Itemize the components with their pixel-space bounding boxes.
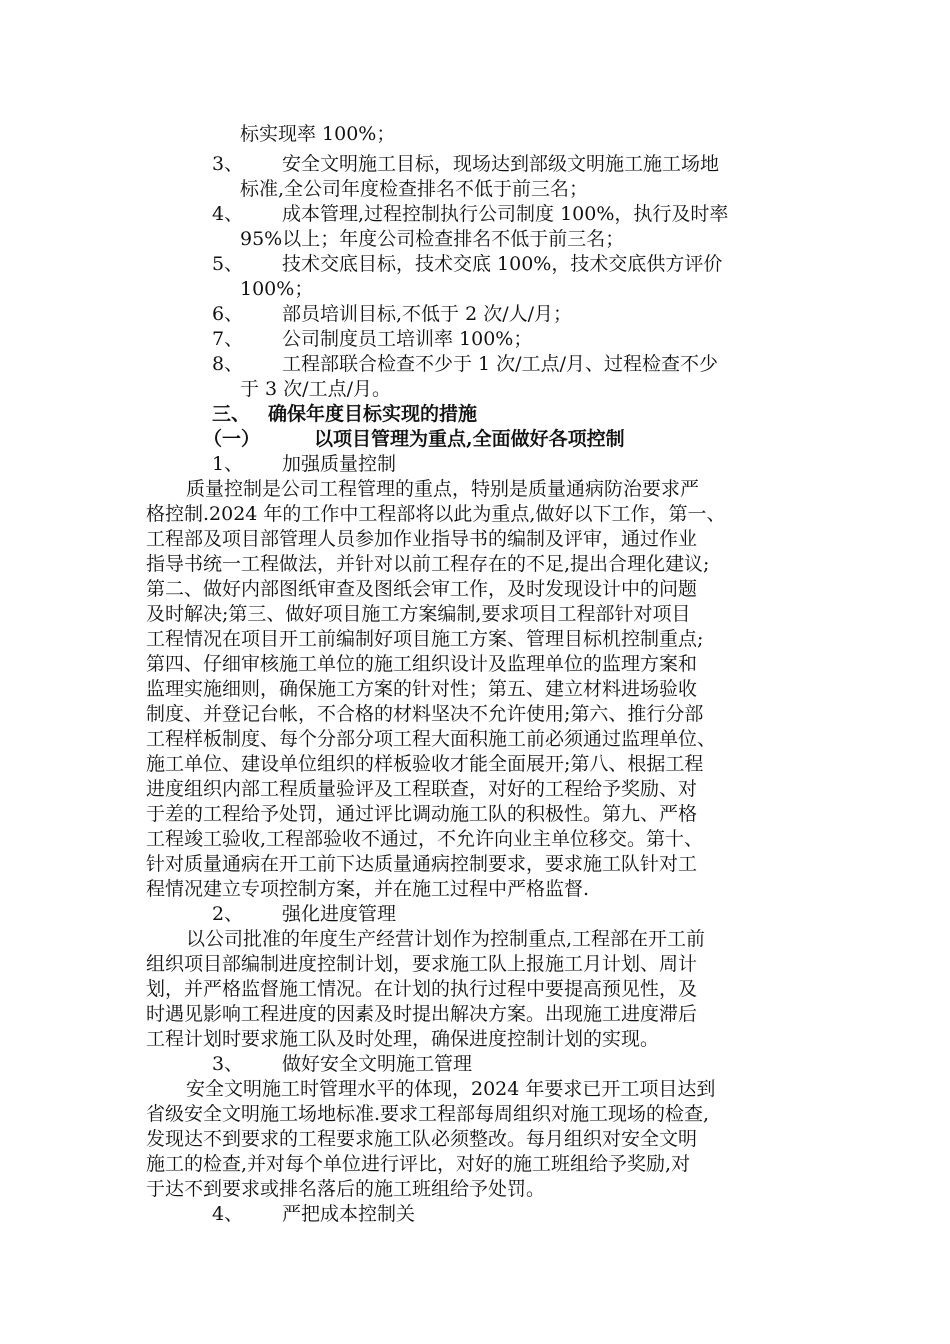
paragraph-line: 发现达不到要求的工程要求施工队必须整改。每月组织对安全文明 <box>146 1128 698 1150</box>
paragraph-line: 程情况建立专项控制方案，并在施工过程中严格监督. <box>146 878 590 900</box>
paragraph-line: 工程竣工验收,工程部验收不通过，不允许向业主单位移交。第十、 <box>146 828 704 850</box>
list-item-text: 技术交底目标，技术交底 100%，技术交底供方评价 <box>282 253 723 275</box>
paragraph-line: 工程样板制度、每个分部分项工程大面积施工前必须通过监理单位、 <box>146 728 717 750</box>
paragraph-line: 指导书统一工程做法，并针对以前工程存在的不足,提出合理化建议; <box>146 553 710 575</box>
item-number: 3、 <box>212 1053 244 1075</box>
paragraph-line: 以公司批准的年度生产经营计划作为控制重点,工程部在开工前 <box>186 928 706 950</box>
list-number: 4、 <box>212 203 244 225</box>
paragraph-line: 格控制.2024 年的工作中工程部将以此为重点,做好以下工作，第一、 <box>146 503 726 525</box>
section-heading: 确保年度目标实现的措施 <box>268 403 478 425</box>
item-title: 加强质量控制 <box>282 453 397 475</box>
paragraph-line: 工程情况在项目开工前编制好项目施工方案、管理目标机控制重点; <box>146 628 704 650</box>
paragraph-line: 施工单位、建设单位组织的样板验收才能全面展开;第八、根据工程 <box>146 753 704 775</box>
list-item-continuation: 标准,全公司年度检查排名不低于前三名； <box>240 178 589 200</box>
list-item-text: 工程部联合检查不少于 1 次/工点/月、过程检查不少 <box>282 353 718 375</box>
list-item-continuation: 于 3 次/工点/月。 <box>240 378 391 400</box>
paragraph-line: 划，并严格监督施工情况。在计划的执行过程中要提高预见性，及 <box>146 978 698 1000</box>
list-number: 3、 <box>212 153 244 175</box>
paragraph-line: 于差的工程给予处罚，通过评比调动施工队的积极性。第九、严格 <box>146 803 698 825</box>
item-title: 严把成本控制关 <box>282 1203 416 1225</box>
paragraph-line: 进度组织内部工程质量验评及工程联查，对好的工程给予奖励、对 <box>146 778 698 800</box>
paragraph-line: 工程部及项目部管理人员参加作业指导书的编制及评审，通过作业 <box>146 528 698 550</box>
list-item-continuation: 100%； <box>240 278 314 300</box>
paragraph-line: 于达不到要求或排名落后的施工班组给予处罚。 <box>146 1178 546 1200</box>
item-number: 4、 <box>212 1203 244 1225</box>
subsection-number: （一） <box>203 428 261 450</box>
list-number: 6、 <box>212 303 244 325</box>
paragraph-line: 及时解决;第三、做好项目施工方案编制,要求项目工程部针对项目 <box>146 603 691 625</box>
list-number: 7、 <box>212 328 244 350</box>
subsection-heading: 以项目管理为重点,全面做好各项控制 <box>314 428 625 450</box>
list-item-text: 公司制度员工培训率 100%； <box>282 328 533 350</box>
paragraph-line: 质量控制是公司工程管理的重点，特别是质量通病防治要求严 <box>186 478 700 500</box>
list-item-continuation: 95%以上；年度公司检查排名不低于前三名； <box>240 228 625 250</box>
paragraph-line: 组织项目部编制进度控制计划，要求施工队上报施工月计划、周计 <box>146 953 698 975</box>
paragraph-line: 安全文明施工时管理水平的体现，2024 年要求已开工项目达到 <box>186 1078 716 1100</box>
item-number: 1、 <box>212 453 244 475</box>
paragraph-line: 监理实施细则，确保施工方案的针对性；第五、建立材料进场验收 <box>146 678 698 700</box>
paragraph-line: 第二、做好内部图纸审查及图纸会审工作，及时发现设计中的问题 <box>146 578 698 600</box>
item-title: 做好安全文明施工管理 <box>282 1053 473 1075</box>
list-item-text: 部员培训目标,不低于 2 次/人/月； <box>282 303 573 325</box>
paragraph-line: 制度、并登记台帐，不合格的材料坚决不允许使用;第六、推行分部 <box>146 703 704 725</box>
paragraph-line: 第四、仔细审核施工单位的施工组织设计及监理单位的监理方案和 <box>146 653 698 675</box>
list-number: 5、 <box>212 253 244 275</box>
paragraph-line: 针对质量通病在开工前下达质量通病控制要求，要求施工队针对工 <box>146 853 698 875</box>
paragraph-line: 工程计划时要求施工队及时处理，确保进度控制计划的实现。 <box>146 1028 660 1050</box>
paragraph-line: 省级安全文明施工场地标准.要求工程部每周组织对施工现场的检查, <box>146 1103 710 1125</box>
list-number: 8、 <box>212 353 244 375</box>
item-number: 2、 <box>212 903 244 925</box>
text-line: 标实现率 100%； <box>240 123 396 145</box>
section-number: 三、 <box>212 403 251 425</box>
paragraph-line: 时遇见影响工程进度的因素及时提出解决方案。出现施工进度滞后 <box>146 1003 698 1025</box>
paragraph-line: 施工的检查,并对每个单位进行评比，对好的施工班组给予奖励,对 <box>146 1153 691 1175</box>
item-title: 强化进度管理 <box>282 903 397 925</box>
list-item-text: 安全文明施工目标，现场达到部级文明施工施工场地 <box>282 153 720 175</box>
list-item-text: 成本管理,过程控制执行公司制度 100%，执行及时率 <box>282 203 729 225</box>
